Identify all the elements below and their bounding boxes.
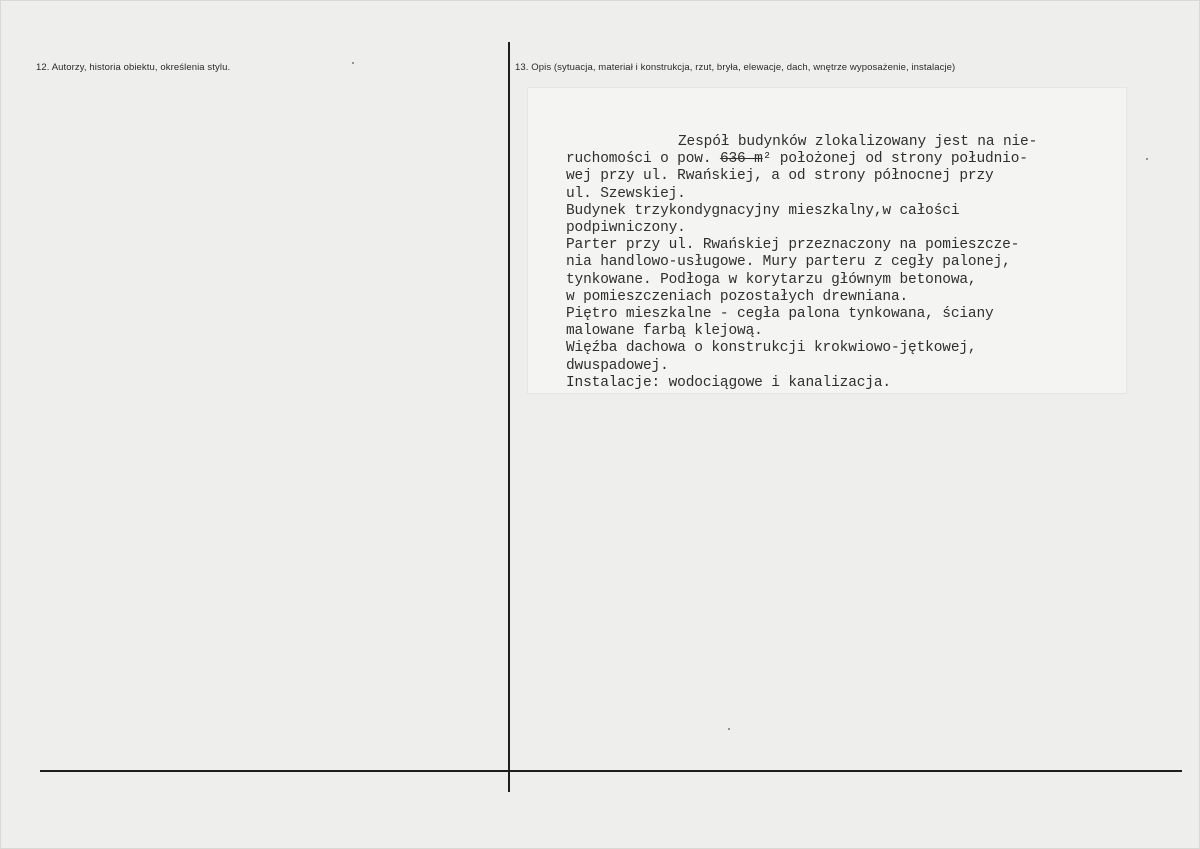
typed-line bbox=[566, 151, 1126, 168]
typed-line: podpiwniczony. bbox=[566, 220, 686, 237]
paper-speck bbox=[728, 728, 730, 730]
typed-line: Parter przy ul. Rwańskiej przeznaczony na pomieszcze- bbox=[566, 237, 1020, 254]
paper-speck bbox=[1146, 158, 1148, 160]
typed-line: Piętro mieszkalne - cegła palona tynkowana, ściany bbox=[566, 306, 994, 323]
struck-area-value: 636 m bbox=[719, 151, 763, 168]
paper-speck bbox=[352, 62, 354, 64]
typed-line: tynkowane. Podłoga w korytarzu głównym betonowa, bbox=[566, 271, 977, 288]
typed-line: Więźba dachowa o konstrukcji krokwiowo-jętkowej, bbox=[566, 340, 977, 357]
typed-fragment: ² położonej od strony południo- bbox=[762, 151, 1028, 168]
typed-line: w pomieszczeniach pozostałych drewniana. bbox=[566, 288, 909, 305]
typed-line: ul. Szewskiej. bbox=[566, 185, 686, 202]
typed-fragment: ruchomości o pow. bbox=[566, 151, 720, 168]
typed-line: Instalacje: wodociągowe i kanalizacja. bbox=[566, 374, 891, 391]
field-13-description-label: 13. Opis (sytuacja, materiał i konstrukcja, rzut, bryła, elewacje, dach, wnętrze wyposażenie, instalacje) bbox=[515, 62, 956, 73]
typed-line: dwuspadowej. bbox=[566, 357, 669, 374]
typed-line: Zespół budynków zlokalizowany jest na nie- bbox=[678, 134, 1038, 150]
field-12-authors-label: 12. Autorzy, historia obiektu, określenia stylu. bbox=[36, 62, 231, 73]
typed-line: Budynek trzykondygnacyjny mieszkalny,w całości bbox=[566, 202, 960, 219]
description-typed-text bbox=[566, 134, 1126, 392]
column-divider bbox=[508, 42, 510, 792]
typed-line: wej przy ul. Rwańskiej, a od strony północnej przy bbox=[566, 168, 994, 185]
bottom-rule bbox=[40, 770, 1182, 772]
typed-line: malowane farbą klejową. bbox=[566, 323, 763, 340]
typed-line: nia handlowo-usługowe. Mury parteru z cegły palonej, bbox=[566, 254, 1011, 271]
